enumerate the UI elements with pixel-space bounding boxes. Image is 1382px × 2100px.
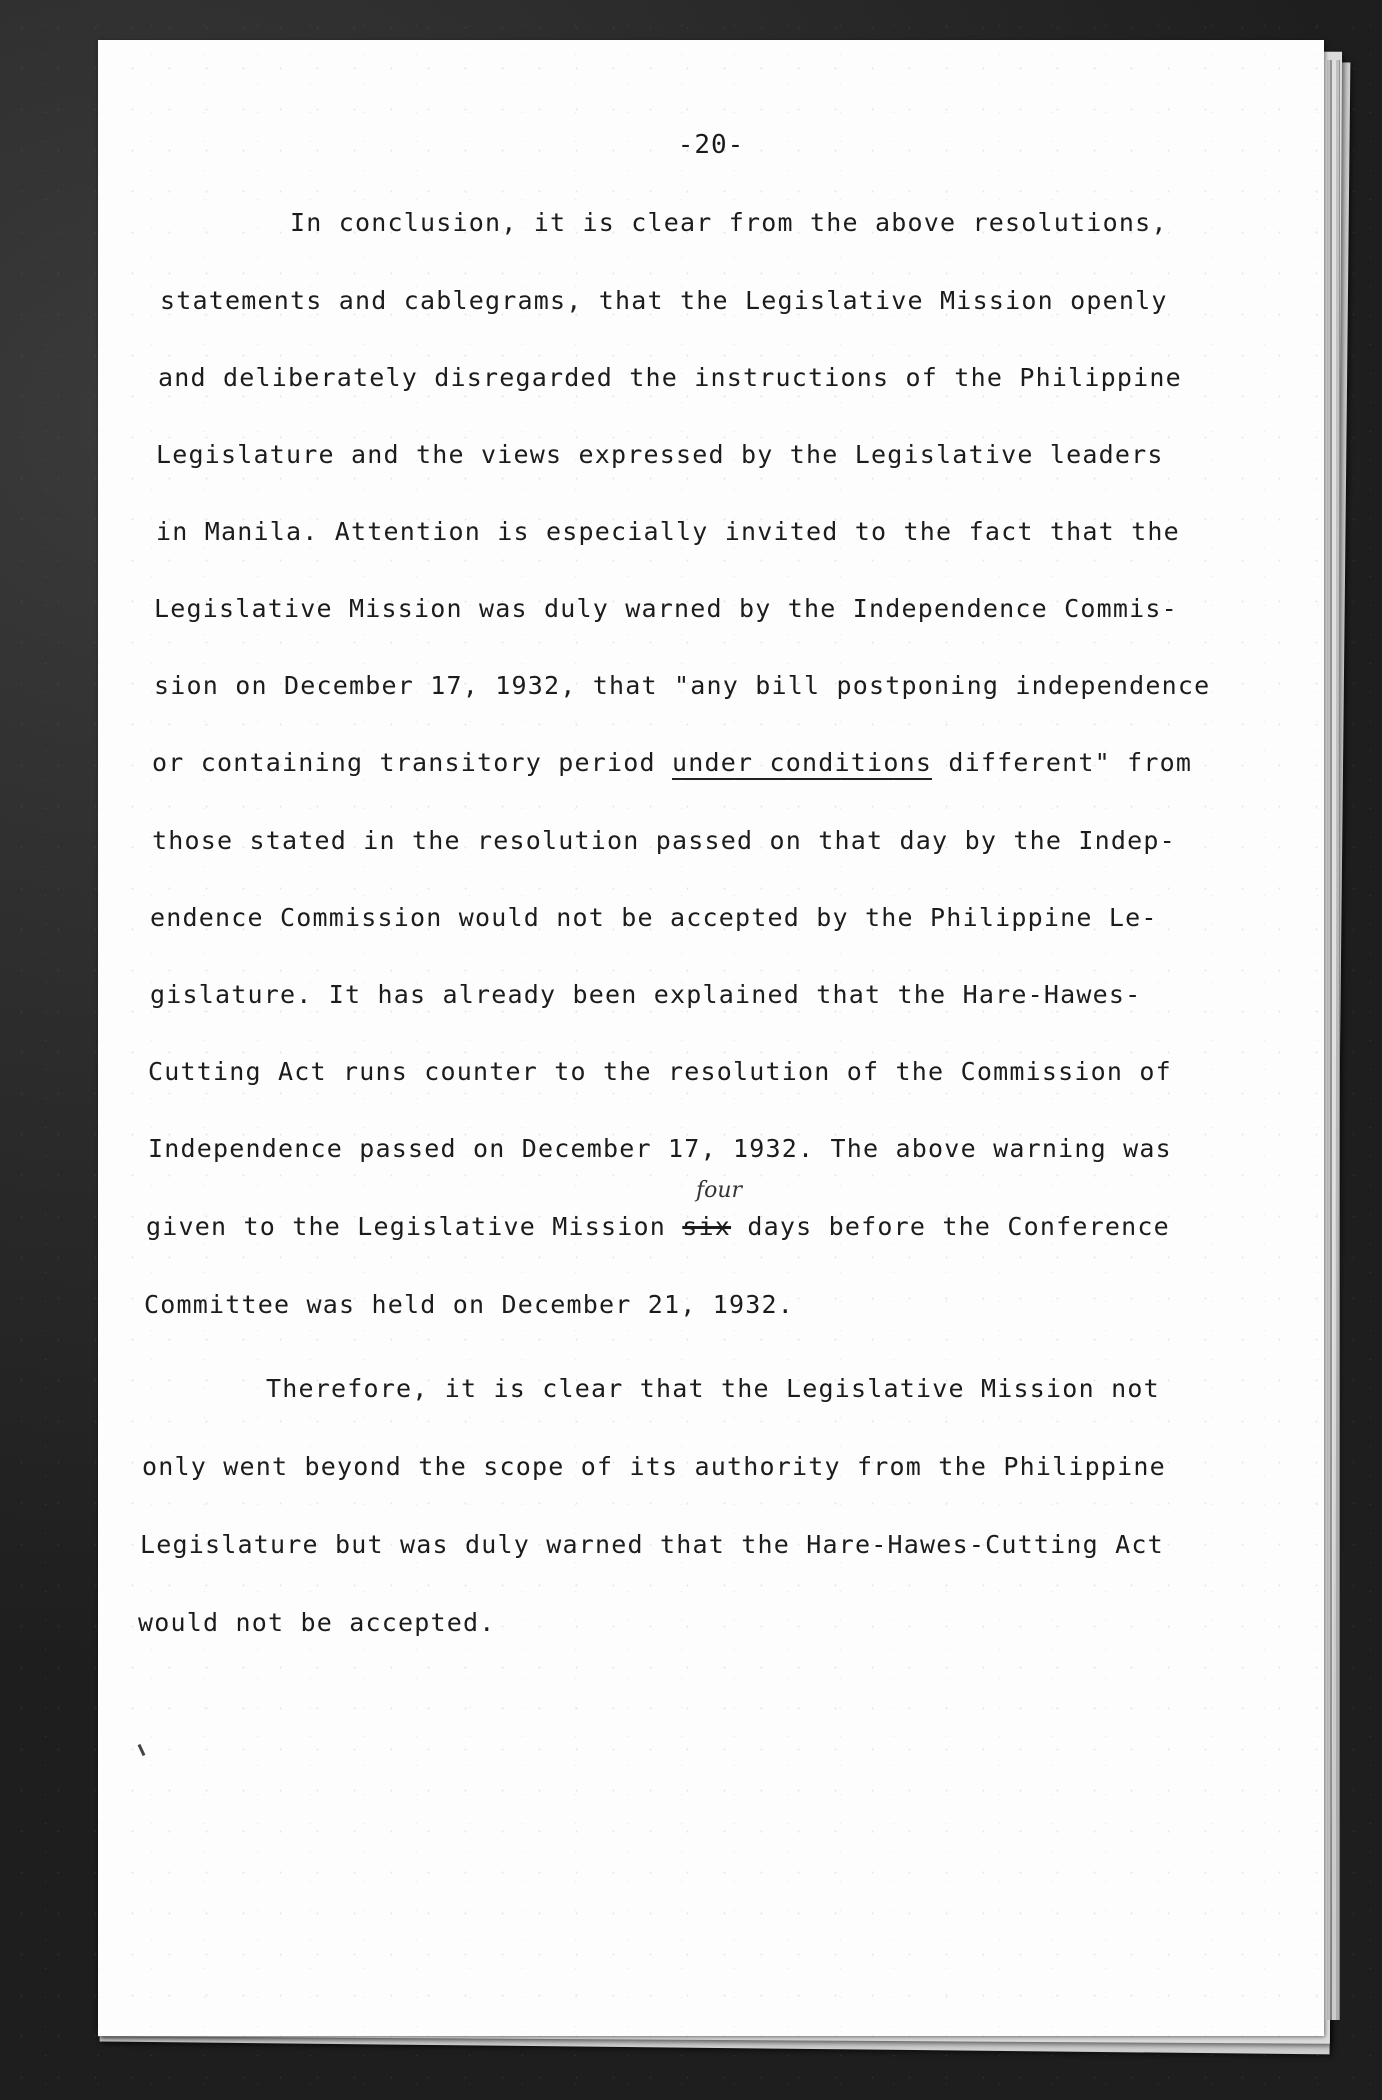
text-line: Cutting Act runs counter to the resolution of the Commission of — [148, 1057, 1172, 1086]
text-line: only went beyond the scope of its authority from the Philippine — [142, 1452, 1166, 1481]
text-line: sion on December 17, 1932, that "any bill postponing independence — [154, 671, 1211, 700]
text-line: gislature. It has already been explained that the Hare-Hawes- — [150, 980, 1142, 1009]
struck-word: six — [682, 1212, 732, 1241]
text-segment: or containing transitory period — [152, 748, 673, 777]
text-line: Legislature and the views expressed by the Legislative leaders — [156, 440, 1164, 469]
text-line: endence Commission would not be accepted by the Philippine Le- — [150, 903, 1158, 932]
text-line — [146, 1212, 1170, 1241]
text-segment: different" from — [932, 748, 1193, 777]
page-number: -20- — [677, 130, 745, 160]
text-line: Independence passed on December 17, 1932. The above warning was — [148, 1134, 1172, 1163]
text-line: Legislature but was duly warned that the Hare-Hawes-Cutting Act — [140, 1530, 1164, 1559]
handwritten-correction: four — [696, 1178, 743, 1203]
text-line: statements and cablegrams, that the Legislative Mission openly — [160, 286, 1168, 315]
underlined-phrase: under conditions — [672, 748, 932, 780]
text-line: Therefore, it is clear that the Legislative Mission not — [266, 1374, 1160, 1403]
text-line: those stated in the resolution passed on that day by the Indep- — [152, 826, 1176, 855]
text-line: In conclusion, it is clear from the above resolutions, — [290, 208, 1168, 237]
text-line: in Manila. Attention is especially invited to the fact that the — [156, 517, 1180, 546]
text-segment: given to the Legislative Mission — [146, 1212, 683, 1241]
text-line — [152, 748, 1192, 777]
text-line: and deliberately disregarded the instructions of the Philippine — [158, 363, 1182, 392]
text-line: Committee was held on December 21, 1932. — [144, 1290, 795, 1319]
document-page — [98, 40, 1324, 2036]
text-line: Legislative Mission was duly warned by the Independence Commis- — [154, 594, 1178, 623]
text-segment: days before the Conference — [731, 1212, 1170, 1241]
text-line: would not be accepted. — [138, 1608, 496, 1637]
